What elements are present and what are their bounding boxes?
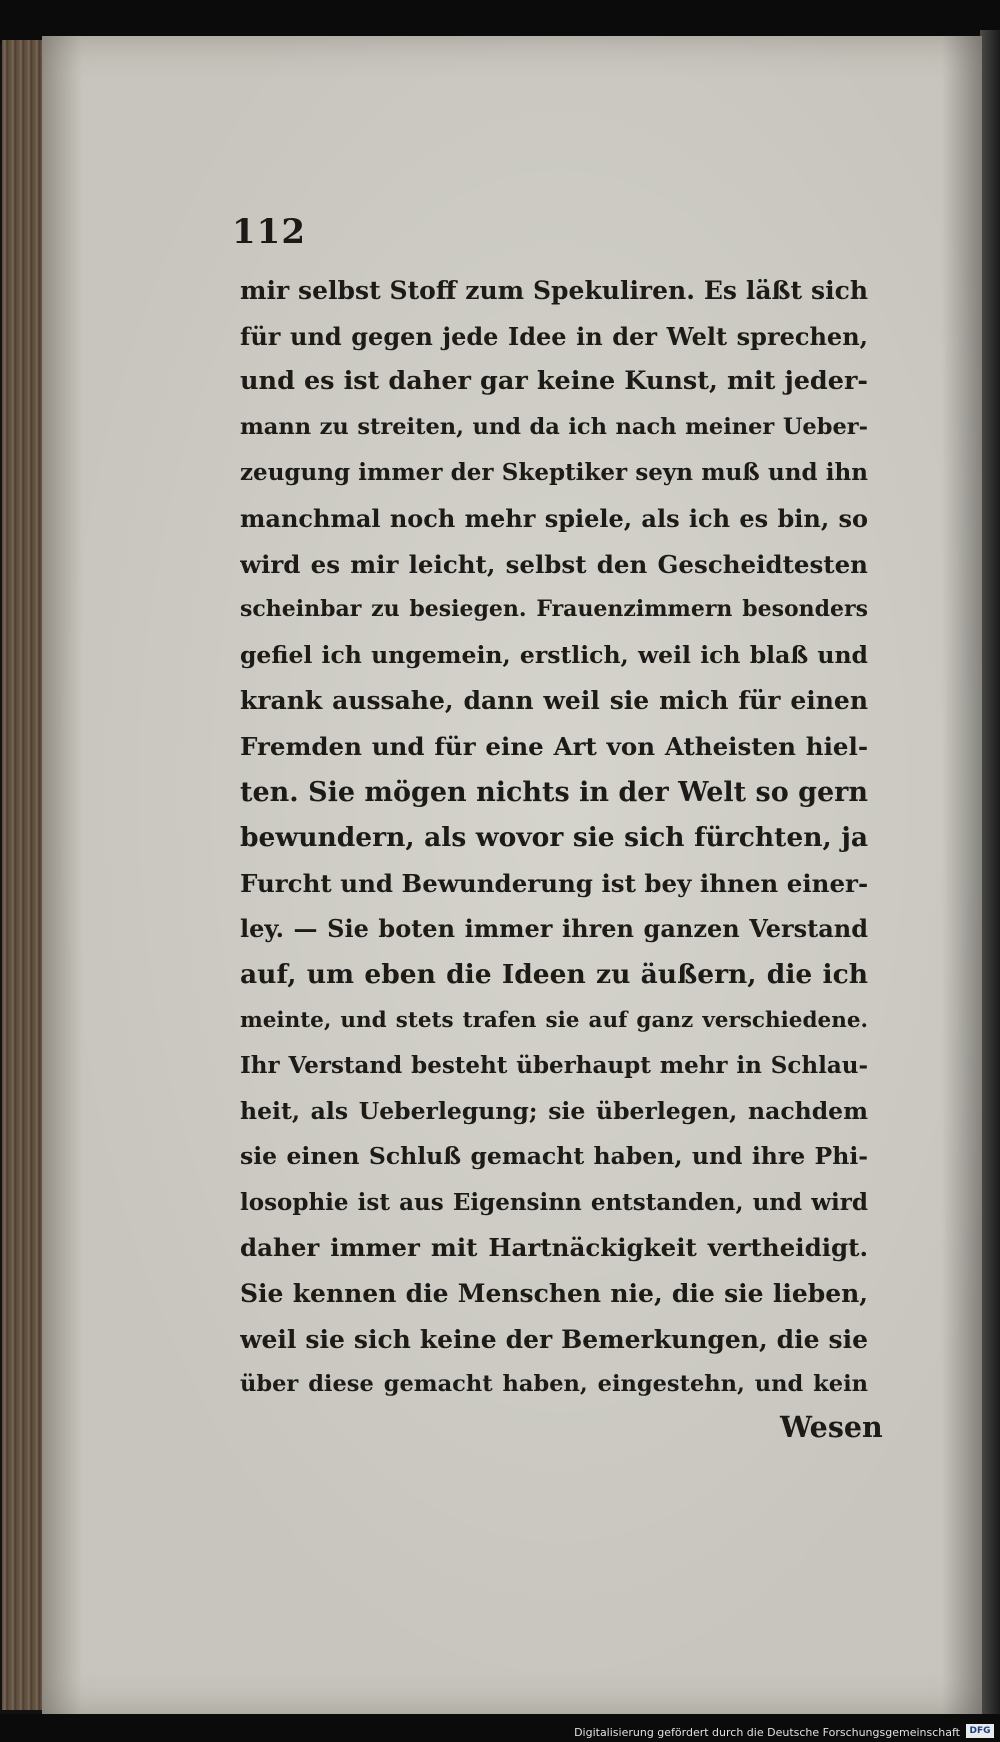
- text-line: mann zu streiten, und da ich nach meiner Ueber-: [240, 413, 868, 440]
- digitization-credit: Digitalisierung gefördert durch die Deutsche Forschungsgemeinschaft: [574, 1726, 960, 1739]
- text-line: ley. — Sie boten immer ihren ganzen Verstand: [240, 914, 868, 944]
- text-line: gefiel ich ungemein, erstlich, weil ich blaß und: [240, 640, 868, 669]
- text-line: manchmal noch mehr spiele, als ich es bin, so: [240, 503, 868, 533]
- catchword: Wesen: [780, 1410, 883, 1444]
- body-text: [240, 268, 868, 1408]
- text-line: meinte, und stets trafen sie auf ganz verschiedene.: [240, 1007, 868, 1033]
- text-line: losophie ist aus Eigensinn entstanden, und wird: [240, 1188, 868, 1216]
- text-line: Ihr Verstand besteht überhaupt mehr in Schlau-: [240, 1052, 868, 1080]
- text-line: scheinbar zu besiegen. Frauenzimmern besonders: [240, 596, 868, 623]
- dfg-logo-icon: DFG: [966, 1724, 994, 1738]
- text-line: Sie kennen die Menschen nie, die sie lieben,: [240, 1279, 868, 1309]
- text-line: heit, als Ueberlegung; sie überlegen, nachdem: [240, 1096, 868, 1125]
- text-line: weil sie sich keine der Bemerkungen, die sie: [240, 1324, 868, 1354]
- text-line: Fremden und für eine Art von Atheisten hiel-: [240, 731, 868, 761]
- text-line: krank aussahe, dann weil sie mich für einen: [240, 686, 868, 716]
- text-line: auf, um eben die Ideen zu äußern, die ich: [240, 958, 868, 990]
- text-line: ten. Sie mögen nichts in der Welt so gern: [240, 776, 868, 808]
- text-line: für und gegen jede Idee in der Welt sprechen,: [240, 321, 868, 351]
- book-right-edge: [980, 30, 1000, 1720]
- text-line: und es ist daher gar keine Kunst, mit jeder-: [240, 366, 868, 397]
- text-line: wird es mir leicht, selbst den Gescheidtesten: [240, 549, 868, 579]
- text-line: zeugung immer der Skeptiker seyn muß und ihn: [240, 459, 868, 487]
- text-line: über diese gemacht haben, eingestehn, und kein: [240, 1371, 868, 1398]
- page-number: 112: [232, 212, 306, 252]
- text-line: bewundern, als wovor sie sich fürchten, ja: [240, 822, 868, 854]
- text-line: mir selbst Stoff zum Spekuliren. Es läßt sich: [240, 276, 868, 305]
- text-line: Furcht und Bewunderung ist bey ihnen einer-: [240, 868, 868, 898]
- text-line: sie einen Schluß gemacht haben, und ihre Phi-: [240, 1142, 868, 1171]
- text-line: daher immer mit Hartnäckigkeit vertheidigt.: [240, 1233, 868, 1263]
